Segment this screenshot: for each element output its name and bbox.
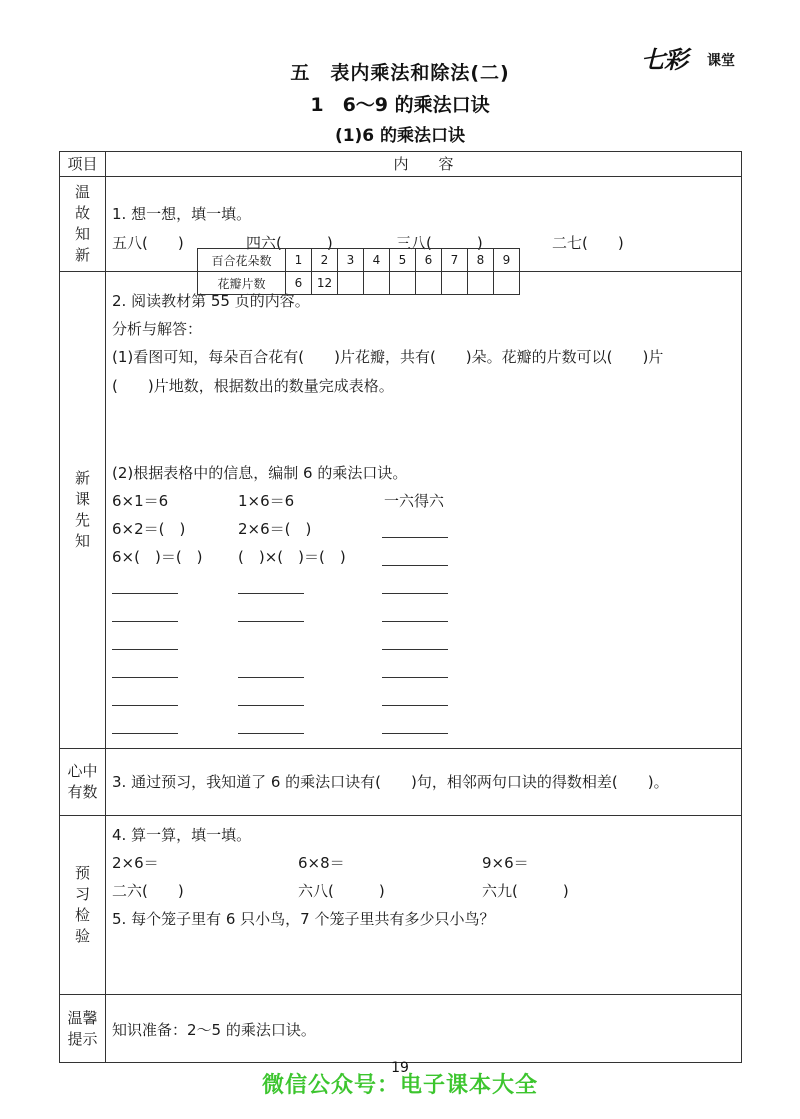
eq-row1-col2: 1×6＝6 <box>238 492 295 510</box>
label-xinzhong-text: 心中有数 <box>67 762 98 801</box>
header-content <box>106 152 742 177</box>
xinke-analysis: 分析与解答： <box>112 320 203 338</box>
label-wengu <box>60 177 106 272</box>
section-yuxi <box>106 816 742 995</box>
chapter-title: 五 表内乘法和除法(二) <box>290 62 510 84</box>
label-wengu-text: 温故知新 <box>74 183 90 264</box>
wengu-item-4: 二七( ) <box>552 234 624 252</box>
eq-row3-col2: ( )×( )＝( ) <box>238 548 346 566</box>
table-cell: 4 <box>364 249 390 272</box>
wengu-question: 1. 想一想，填一填。 <box>112 205 252 223</box>
label-yuxi-text: 预习检验 <box>74 864 90 945</box>
table-cell: 5 <box>390 249 416 272</box>
table-row2-label: 花瓣片数 <box>198 272 286 295</box>
logo-sub-text: 课堂 <box>707 53 735 69</box>
blank-line <box>112 593 178 594</box>
blank-line <box>112 621 178 622</box>
table-cell <box>416 272 442 295</box>
blank-line <box>112 649 178 650</box>
table-cell <box>442 272 468 295</box>
table-cell <box>338 272 364 295</box>
label-tishi-text: 温馨提示 <box>67 1008 98 1048</box>
table-cell: 2 <box>312 249 338 272</box>
label-tishi <box>60 995 106 1063</box>
table-row <box>198 272 520 295</box>
label-xinke <box>60 272 106 749</box>
blank-line <box>238 733 304 734</box>
yuxi-calc-1: 2×6＝ <box>112 854 159 872</box>
table-cell: 6 <box>286 272 312 295</box>
header-item <box>60 152 106 177</box>
table-cell: 1 <box>286 249 312 272</box>
logo-main-text: 七彩 <box>641 45 687 74</box>
yuxi-fill-1: 二六( ) <box>112 882 184 900</box>
xinke-part1-line2: ( )片地数，根据数出的数量完成表格。 <box>112 377 394 395</box>
xinke-part1-line1: (1)看图可知，每朵百合花有( )片花瓣，共有( )朵。花瓣的片数可以( )片 <box>112 348 664 366</box>
table-cell <box>468 272 494 295</box>
yuxi-calc-2: 6×8＝ <box>298 854 345 872</box>
wengu-item-2: 四六( ) <box>246 234 333 252</box>
blank-line <box>382 677 448 678</box>
yuxi-calc-3: 9×6＝ <box>482 854 529 872</box>
label-yuxi <box>60 816 106 995</box>
yuxi-question-4: 4. 算一算，填一填。 <box>112 826 252 844</box>
table-cell: 6 <box>416 249 442 272</box>
page-number: 19 <box>391 1060 409 1076</box>
table-cell <box>390 272 416 295</box>
eq-row1-col3: 一六得六 <box>384 492 445 510</box>
blank-line <box>112 705 178 706</box>
label-xinzhong <box>60 749 106 816</box>
table-cell: 8 <box>468 249 494 272</box>
header-content-text: 内 容 <box>393 154 454 173</box>
lily-petal-table <box>197 248 520 295</box>
eq-row2-col1: 6×2＝( ) <box>112 520 186 538</box>
blank-line <box>238 677 304 678</box>
blank-line <box>382 593 448 594</box>
blank-line <box>112 677 178 678</box>
blank-line <box>238 593 304 594</box>
section-tishi <box>106 995 742 1063</box>
eq-row2-col2: 2×6＝( ) <box>238 520 312 538</box>
blank-line <box>112 733 178 734</box>
table-cell <box>494 272 520 295</box>
table-cell: 9 <box>494 249 520 272</box>
wengu-item-1: 五八( ) <box>112 234 184 252</box>
blank-line <box>382 733 448 734</box>
lesson-title: (1)6 的乘法口诀 <box>334 126 466 146</box>
yuxi-question-5: 5. 每个笼子里有 6 只小鸟，7 个笼子里共有多少只小鸟？ <box>112 910 495 928</box>
yuxi-fill-2: 六八( ) <box>298 882 385 900</box>
blank-line <box>238 705 304 706</box>
table-row <box>198 249 520 272</box>
section-xinke <box>106 272 742 749</box>
section-title: 1 6～9 的乘法口诀 <box>310 94 490 116</box>
table-cell: 12 <box>312 272 338 295</box>
tishi-text: 知识准备：2～5 的乘法口诀。 <box>112 1021 316 1039</box>
blank-line <box>382 649 448 650</box>
eq-row3-col1: 6×( )＝( ) <box>112 548 203 566</box>
blank-line <box>382 705 448 706</box>
table-cell <box>364 272 390 295</box>
table-cell: 3 <box>338 249 364 272</box>
xinke-question-2: 2. 阅读教材第 55 页的内容。 <box>112 292 310 310</box>
blank-line <box>382 537 448 538</box>
header-item-text: 项目 <box>67 154 98 173</box>
label-xinke-text: 新课先知 <box>74 469 90 550</box>
table-row1-label: 百合花朵数 <box>198 249 286 272</box>
wengu-item-3: 三八( ) <box>396 234 483 252</box>
section-xinzhong <box>106 749 742 816</box>
blank-line <box>238 621 304 622</box>
blank-line <box>382 565 448 566</box>
blank-line <box>382 621 448 622</box>
xinke-part2: (2)根据表格中的信息，编制 6 的乘法口诀。 <box>112 464 408 482</box>
yuxi-fill-3: 六九( ) <box>482 882 569 900</box>
eq-row1-col1: 6×1＝6 <box>112 492 169 510</box>
watermark: 微信公众号：电子课本大全 <box>261 1073 538 1098</box>
xinzhong-question-3: 3. 通过预习，我知道了 6 的乘法口诀有( )句，相邻两句口诀的得数相差( )。 <box>112 773 669 791</box>
table-cell: 7 <box>442 249 468 272</box>
